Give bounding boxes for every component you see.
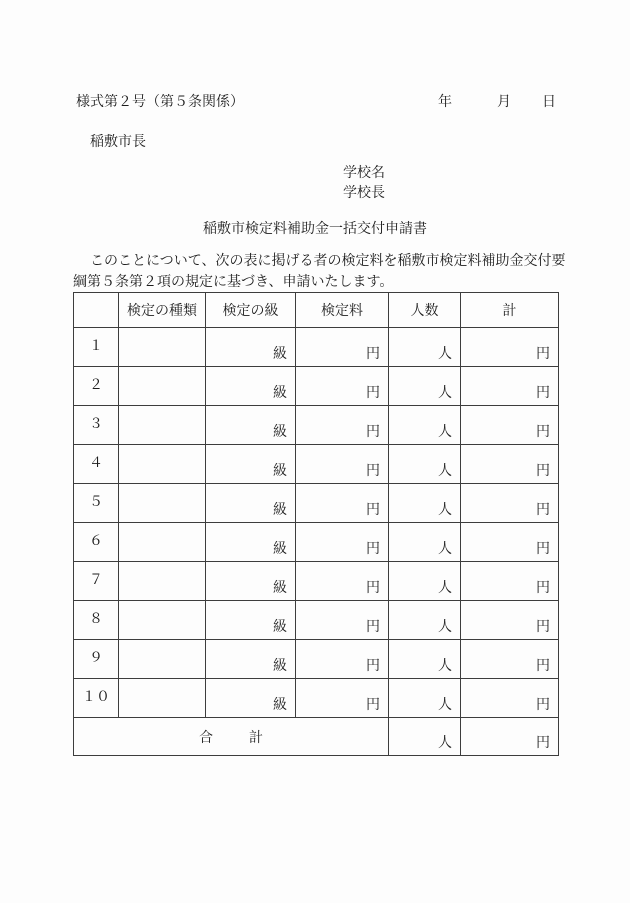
count-cell: 人 xyxy=(389,445,461,484)
body-paragraph xyxy=(73,251,573,292)
body-line-1: このことについて、次の表に掲げる者の検定料を稲敷市検定料補助金交付要 xyxy=(90,253,566,269)
exam-kind-cell xyxy=(119,640,206,679)
date-month-label: 月 xyxy=(497,94,511,110)
exam-fee-cell: 円 xyxy=(296,523,389,562)
total-cell: 円 xyxy=(461,679,559,718)
table-row xyxy=(74,679,559,718)
total-cell: 円 xyxy=(461,640,559,679)
row-number: １０ xyxy=(74,679,119,718)
row-number: ３ xyxy=(74,406,119,445)
total-cell: 円 xyxy=(461,367,559,406)
exam-kind-cell xyxy=(119,562,206,601)
total-cell: 円 xyxy=(461,445,559,484)
addressee: 稲敷市長 xyxy=(90,134,146,150)
exam-fee-cell: 円 xyxy=(296,484,389,523)
table-row xyxy=(74,445,559,484)
exam-grade-cell: 級 xyxy=(206,601,296,640)
exam-grade-cell: 級 xyxy=(206,484,296,523)
table-row xyxy=(74,328,559,367)
count-cell: 人 xyxy=(389,406,461,445)
header-exam-grade: 検定の級 xyxy=(206,293,296,328)
exam-fee-cell: 円 xyxy=(296,562,389,601)
header-number xyxy=(74,293,119,328)
header-exam-kind: 検定の種類 xyxy=(119,293,206,328)
total-cell: 円 xyxy=(461,406,559,445)
row-number: ６ xyxy=(74,523,119,562)
exam-fee-cell: 円 xyxy=(296,640,389,679)
row-number: ８ xyxy=(74,601,119,640)
sum-label-part: 合 xyxy=(199,729,213,746)
header-total: 計 xyxy=(461,293,559,328)
exam-fee-cell: 円 xyxy=(296,367,389,406)
row-number: １ xyxy=(74,328,119,367)
document-title: 稲敷市検定料補助金一括交付申請書 xyxy=(203,221,427,237)
count-cell: 人 xyxy=(389,562,461,601)
row-number: ９ xyxy=(74,640,119,679)
exam-fee-cell: 円 xyxy=(296,406,389,445)
application-table xyxy=(73,292,559,756)
school-head-label: 学校長 xyxy=(343,185,385,201)
body-line-2: 綱第５条第２項の規定に基づき、申請いたします。 xyxy=(73,273,394,290)
table-row xyxy=(74,601,559,640)
exam-kind-cell xyxy=(119,523,206,562)
exam-kind-cell xyxy=(119,445,206,484)
exam-grade-cell: 級 xyxy=(206,367,296,406)
exam-kind-cell xyxy=(119,328,206,367)
exam-fee-cell: 円 xyxy=(296,445,389,484)
exam-grade-cell: 級 xyxy=(206,523,296,562)
table-row xyxy=(74,640,559,679)
form-number: 様式第２号（第５条関係） xyxy=(76,94,244,110)
sum-count-cell: 人 xyxy=(389,718,461,756)
date-day-label: 日 xyxy=(542,94,556,110)
count-cell: 人 xyxy=(389,523,461,562)
table-row xyxy=(74,562,559,601)
row-number: ２ xyxy=(74,367,119,406)
school-name-label: 学校名 xyxy=(343,165,385,181)
count-cell: 人 xyxy=(389,679,461,718)
exam-grade-cell: 級 xyxy=(206,640,296,679)
sum-label-part: 計 xyxy=(249,729,263,746)
exam-grade-cell: 級 xyxy=(206,679,296,718)
table-row xyxy=(74,484,559,523)
sum-label xyxy=(199,727,263,747)
row-number: ５ xyxy=(74,484,119,523)
exam-grade-cell: 級 xyxy=(206,445,296,484)
count-cell: 人 xyxy=(389,601,461,640)
exam-kind-cell xyxy=(119,679,206,718)
table-sum-row xyxy=(74,718,559,756)
sum-label-cell xyxy=(74,718,389,756)
header-exam-fee: 検定料 xyxy=(296,293,389,328)
count-cell: 人 xyxy=(389,367,461,406)
total-cell: 円 xyxy=(461,484,559,523)
exam-grade-cell: 級 xyxy=(206,328,296,367)
total-cell: 円 xyxy=(461,562,559,601)
exam-grade-cell: 級 xyxy=(206,406,296,445)
exam-kind-cell xyxy=(119,367,206,406)
count-cell: 人 xyxy=(389,484,461,523)
row-number: ４ xyxy=(74,445,119,484)
exam-grade-cell: 級 xyxy=(206,562,296,601)
row-number: ７ xyxy=(74,562,119,601)
count-cell: 人 xyxy=(389,328,461,367)
table-row xyxy=(74,406,559,445)
total-cell: 円 xyxy=(461,328,559,367)
count-cell: 人 xyxy=(389,640,461,679)
exam-kind-cell xyxy=(119,601,206,640)
exam-kind-cell xyxy=(119,406,206,445)
table-row xyxy=(74,523,559,562)
signature-block xyxy=(343,163,385,203)
table-header-row xyxy=(74,293,559,328)
exam-fee-cell: 円 xyxy=(296,601,389,640)
sum-total-cell: 円 xyxy=(461,718,559,756)
total-cell: 円 xyxy=(461,601,559,640)
exam-kind-cell xyxy=(119,484,206,523)
header-count: 人数 xyxy=(389,293,461,328)
total-cell: 円 xyxy=(461,523,559,562)
date-year-label: 年 xyxy=(438,94,452,110)
table-row xyxy=(74,367,559,406)
exam-fee-cell: 円 xyxy=(296,328,389,367)
exam-fee-cell: 円 xyxy=(296,679,389,718)
